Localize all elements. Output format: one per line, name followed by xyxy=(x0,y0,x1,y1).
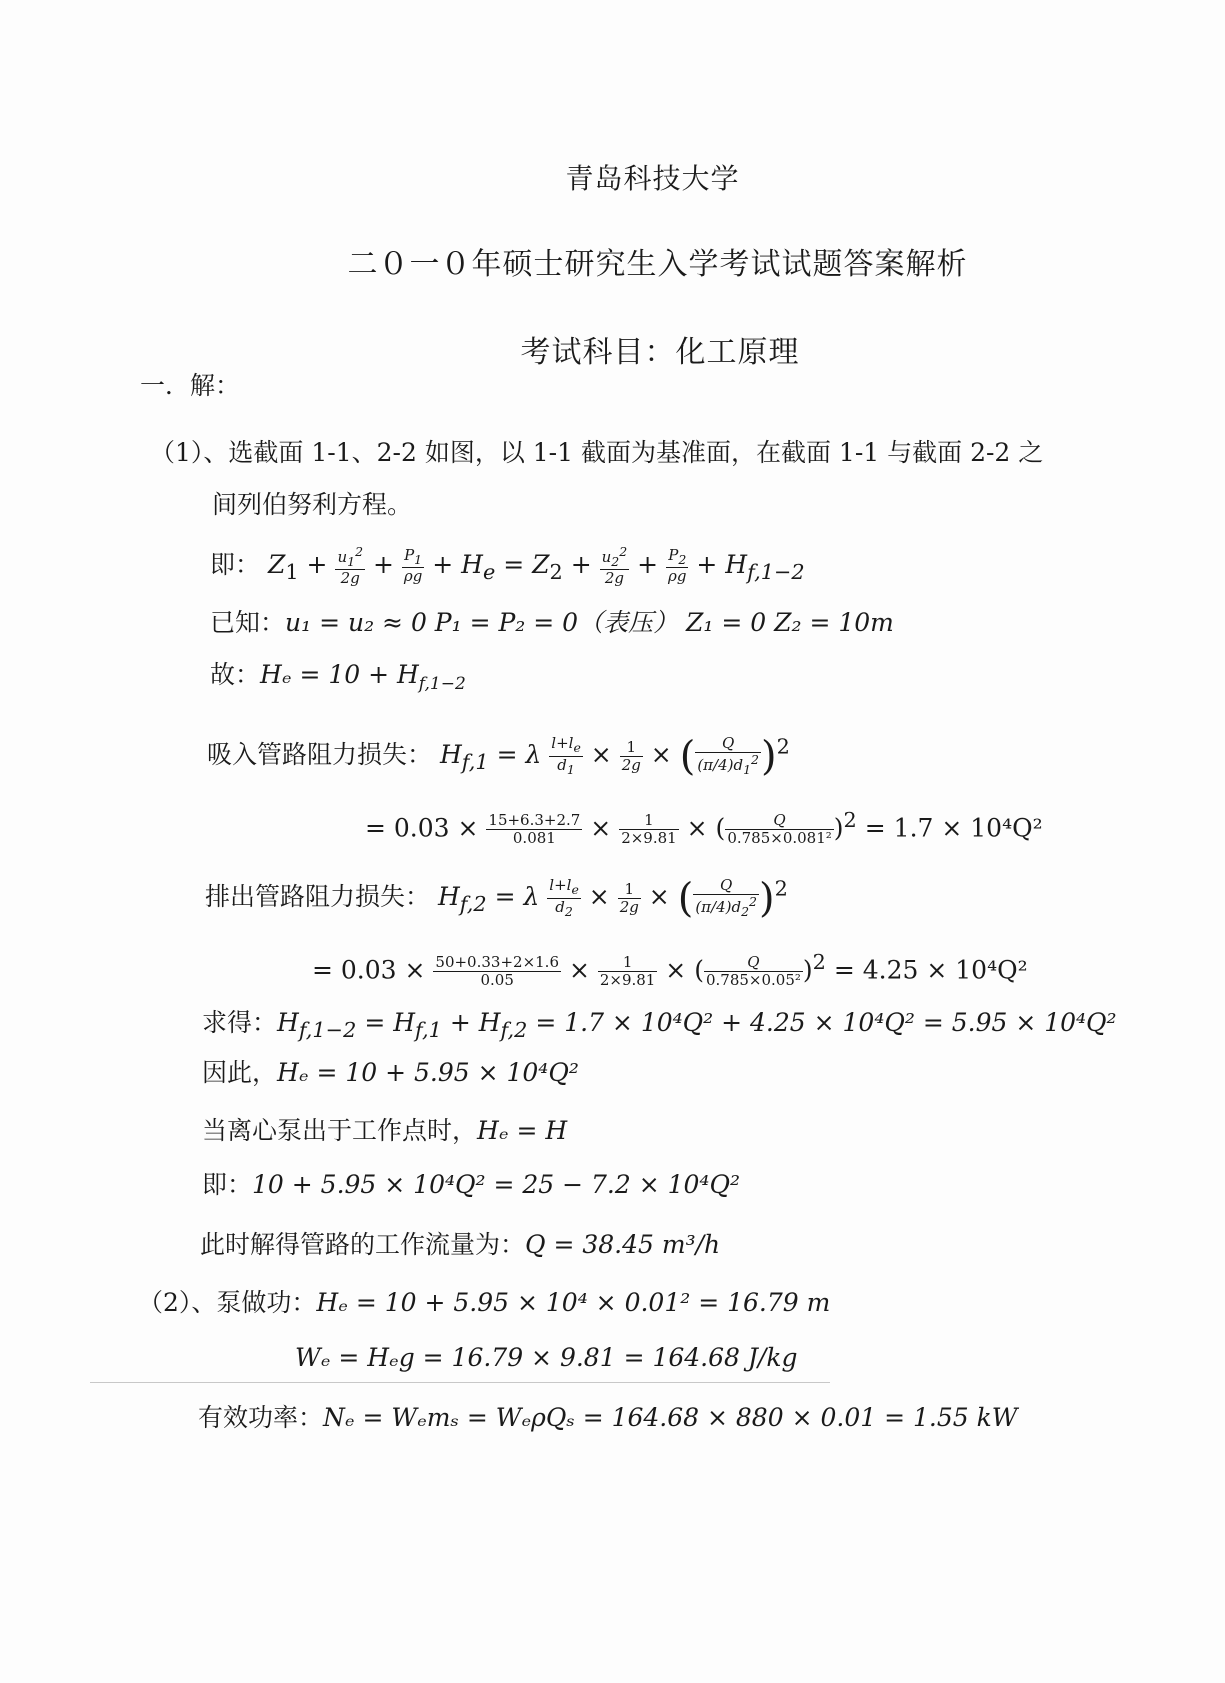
discharge-loss-calc: = 0.03 × $\frac{50+0.33+2\times 1.6}{0.05}$ × $\frac{1}{2\times 9.81}$ × ( $\frac{Q}{\text{0.785×0.05²}}$ )$^2$ = 4.25 × 10⁴Q² xyxy=(312,950,1028,990)
total-loss: 求得：$H_{f,1-2} = H_{f,1} + H_{f,2} = 1.7 \times 10^4Q^2 + 4.25 \times 10^4Q^2 = 5.95 \times 10^4Q^2$ xyxy=(202,1008,1117,1042)
part1-intro-line1: （1）、选截面 1-1、2-2 如图，以 1-1 截面为基准面，在截面 1-1 与截面 2-2 之 xyxy=(150,438,1044,467)
work-point-equation: 即：10 + 5.95 × 10⁴Q² = 25 − 7.2 × 10⁴Q² xyxy=(202,1170,740,1199)
bernoulli-equation: 即： $Z_1$ + $\frac{u_1^2}{2g}$ + $\frac{P_1}{\rho g}$ + $H_e = Z_2$ + $\frac{u_2^2}{2g}$ + $\frac{P_2}{\rho g}$ + $H_{f,1-2}$ xyxy=(210,544,805,588)
effective-power-result: 有效功率：Nₑ = Wₑmₛ = WₑρQₛ = 164.68 × 880 × 0.01 = 1.55 kW xyxy=(198,1403,1018,1432)
suction-loss-formula: 吸入管路阻力损失： $H_{f,1} = \lambda$ $\frac{l+l_e}{d_1}$ × $\frac{1}{2g}$ × ( $\frac{Q}{(\pi/4)d_1^2}$ )$^2$ xyxy=(207,733,790,780)
so-equation: 故：$H_e = 10 + H_{f,1-2}$ xyxy=(210,660,466,694)
scan-artifact-line xyxy=(90,1382,830,1383)
pump-head-result: （2）、泵做功：Hₑ = 10 + 5.95 × 10⁴ × 0.01² = 16.79 m xyxy=(138,1288,831,1317)
work-point-condition: 当离心泵出于工作点时，Hₑ = H xyxy=(202,1116,568,1145)
exam-title: 二０一０年硕士研究生入学考试试题答案解析 xyxy=(347,247,968,282)
university-title: 青岛科技大学 xyxy=(565,162,740,195)
pump-work-result: Wₑ = Hₑg = 16.79 × 9.81 = 164.68 J/kg xyxy=(295,1343,798,1372)
therefore-equation: 因此，Hₑ = 10 + 5.95 × 10⁴Q² xyxy=(202,1058,579,1087)
known-conditions: 已知：u₁ = u₂ ≈ 0 P₁ = P₂ = 0（表压） Z₁ = 0 Z₂ = 10m xyxy=(210,608,894,637)
section-heading: 一．解： xyxy=(140,371,241,400)
flow-result: 此时解得管路的工作流量为：Q = 38.45 m³/h xyxy=(200,1230,721,1259)
subject-title: 考试科目：化工原理 xyxy=(520,335,800,370)
discharge-loss-formula: 排出管路阻力损失： $H_{f,2} = \lambda$ $\frac{l+l_e}{d_2}$ × $\frac{1}{2g}$ × ( $\frac{Q}{(\pi/4)d_2^2}$ )$^2$ xyxy=(205,875,788,922)
suction-loss-calc: = 0.03 × $\frac{15+6.3+2.7}{0.081}$ × $\frac{1}{2\times 9.81}$ × ( $\frac{Q}{\text{0.785×0.081²}}$ )$^2$ = 1.7 × 10⁴Q² xyxy=(365,808,1043,848)
eq-prefix: 即： xyxy=(210,549,261,579)
part1-intro-line2: 间列伯努利方程。 xyxy=(212,490,413,519)
